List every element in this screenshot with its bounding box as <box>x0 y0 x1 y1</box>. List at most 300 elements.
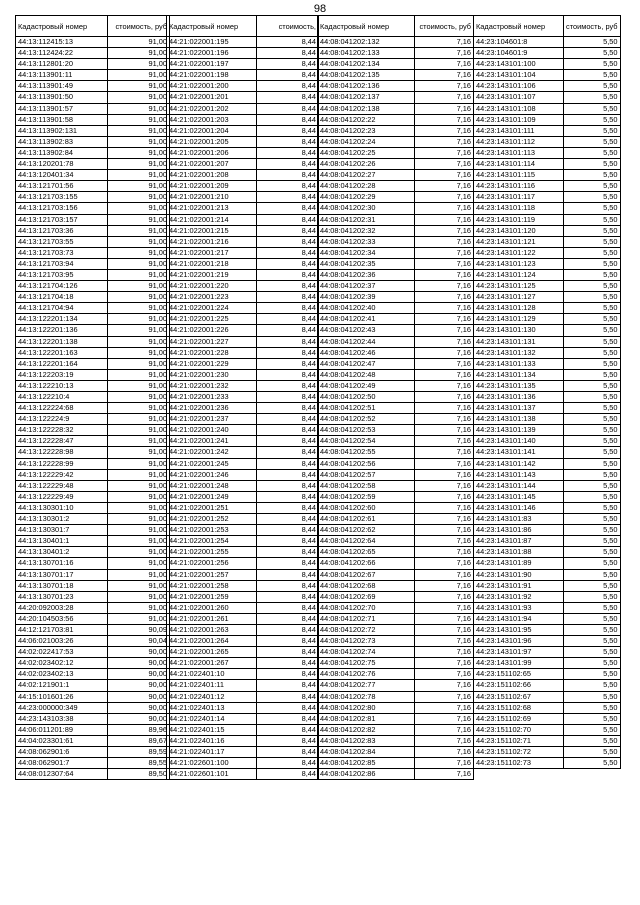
table-row <box>16 613 170 624</box>
cadastral-number-cell: 44:08:062901:6 <box>16 747 108 758</box>
cost-cell: 91,00 <box>108 181 170 192</box>
cadastral-number-cell: 44:23:143101:114 <box>474 159 564 170</box>
table-row <box>167 325 319 336</box>
cadastral-number-cell: 44:21:022001:267 <box>167 658 257 669</box>
cadastral-number-cell: 44:21:022001:204 <box>167 125 257 136</box>
table-row <box>474 547 621 558</box>
cost-cell: 7,16 <box>415 81 474 92</box>
cost-cell: 7,16 <box>415 724 474 735</box>
cost-cell: 7,16 <box>415 735 474 746</box>
cost-cell: 7,16 <box>415 59 474 70</box>
cost-cell: 7,16 <box>415 525 474 536</box>
table-row <box>474 624 621 635</box>
table-row <box>16 691 170 702</box>
table-row <box>474 380 621 391</box>
cost-cell: 91,00 <box>108 469 170 480</box>
table-row <box>318 325 474 336</box>
cadastral-number-cell: 44:21:022001:224 <box>167 303 257 314</box>
cost-cell: 91,00 <box>108 502 170 513</box>
table-row <box>16 258 170 269</box>
header-cadastral-number: Кадастровый номер <box>474 16 564 37</box>
cost-cell: 7,16 <box>415 347 474 358</box>
table-row <box>167 258 319 269</box>
table-row <box>318 103 474 114</box>
table-row <box>16 59 170 70</box>
cost-cell: 7,16 <box>415 358 474 369</box>
table-row <box>167 347 319 358</box>
cadastral-number-cell: 44:23:104601:8 <box>474 37 564 48</box>
cadastral-number-cell: 44:13:122228:32 <box>16 425 108 436</box>
cadastral-number-cell: 44:13:113902:131 <box>16 125 108 136</box>
cost-cell: 8,44 <box>257 392 319 403</box>
cadastral-number-cell: 44:23:143101:119 <box>474 214 564 225</box>
cadastral-number-cell: 44:21:022401:10 <box>167 669 257 680</box>
cost-cell: 7,16 <box>415 380 474 391</box>
table-row <box>474 59 621 70</box>
cost-cell: 8,44 <box>257 680 319 691</box>
cost-cell: 91,00 <box>108 292 170 303</box>
table-row <box>474 569 621 580</box>
cadastral-number-cell: 44:13:122228:99 <box>16 458 108 469</box>
table-row <box>16 491 170 502</box>
table-row <box>474 658 621 669</box>
cadastral-number-cell: 44:06:021003:26 <box>16 636 108 647</box>
cost-cell: 90,00 <box>108 713 170 724</box>
cost-cell: 5,50 <box>564 724 621 735</box>
cadastral-number-cell: 44:23:143101:132 <box>474 347 564 358</box>
table-row <box>474 236 621 247</box>
table-row <box>16 702 170 713</box>
cadastral-number-cell: 44:08:041202:68 <box>318 580 415 591</box>
cost-cell: 91,00 <box>108 281 170 292</box>
cost-cell: 8,44 <box>257 181 319 192</box>
table-row <box>167 469 319 480</box>
table-row <box>474 691 621 702</box>
cadastral-number-cell: 44:08:012307:64 <box>16 769 108 780</box>
table-row <box>167 702 319 713</box>
table-row <box>16 269 170 280</box>
cadastral-number-cell: 44:21:022601:100 <box>167 758 257 769</box>
cost-cell: 8,44 <box>257 37 319 48</box>
cadastral-number-cell: 44:23:143101:86 <box>474 525 564 536</box>
cadastral-number-cell: 44:21:022401:14 <box>167 713 257 724</box>
table-row <box>474 281 621 292</box>
header-cost: стоимость, руб <box>108 16 170 37</box>
table-row <box>167 303 319 314</box>
cost-cell: 5,50 <box>564 613 621 624</box>
cadastral-number-cell: 44:08:041202:26 <box>318 159 415 170</box>
table-row <box>167 203 319 214</box>
table-row <box>474 170 621 181</box>
cadastral-number-cell: 44:23:151102:73 <box>474 758 564 769</box>
cost-cell: 91,00 <box>108 447 170 458</box>
table-row <box>167 525 319 536</box>
cost-cell: 91,00 <box>108 325 170 336</box>
table-row <box>318 769 474 780</box>
header-row <box>474 16 621 37</box>
cost-cell: 90,00 <box>108 691 170 702</box>
cost-cell: 91,00 <box>108 547 170 558</box>
table-row <box>318 680 474 691</box>
cost-cell: 91,00 <box>108 59 170 70</box>
cadastral-number-cell: 44:23:143101:127 <box>474 292 564 303</box>
table-row <box>167 713 319 724</box>
cost-cell: 5,50 <box>564 436 621 447</box>
table-row <box>474 247 621 258</box>
cost-cell: 8,44 <box>257 547 319 558</box>
table-row <box>318 558 474 569</box>
cost-cell: 91,00 <box>108 403 170 414</box>
table-row <box>474 214 621 225</box>
table-row <box>474 225 621 236</box>
table-row <box>16 669 170 680</box>
cadastral-number-cell: 44:21:022001:210 <box>167 192 257 203</box>
cadastral-number-cell: 44:08:041202:49 <box>318 380 415 391</box>
cost-cell: 7,16 <box>415 436 474 447</box>
table-row <box>16 292 170 303</box>
table-row <box>16 347 170 358</box>
cadastral-number-cell: 44:21:022001:226 <box>167 325 257 336</box>
cadastral-number-cell: 44:21:022001:265 <box>167 647 257 658</box>
cadastral-number-cell: 44:08:041202:81 <box>318 713 415 724</box>
table-row <box>167 447 319 458</box>
cadastral-number-cell: 44:23:143101:120 <box>474 225 564 236</box>
cost-cell: 5,50 <box>564 48 621 59</box>
cadastral-number-cell: 44:04:023301:61 <box>16 735 108 746</box>
table-row <box>474 303 621 314</box>
cost-cell: 7,16 <box>415 480 474 491</box>
cost-cell: 7,16 <box>415 680 474 691</box>
table-row <box>474 125 621 136</box>
cadastral-number-cell: 44:08:041202:64 <box>318 536 415 547</box>
table-row <box>16 747 170 758</box>
table-row <box>474 480 621 491</box>
cadastral-number-cell: 44:13:130701:18 <box>16 580 108 591</box>
cadastral-number-cell: 44:21:022001:228 <box>167 347 257 358</box>
header-row <box>167 16 319 37</box>
cadastral-number-cell: 44:23:143101:118 <box>474 203 564 214</box>
cadastral-number-cell: 44:13:122229:48 <box>16 480 108 491</box>
cost-cell: 8,44 <box>257 81 319 92</box>
cost-cell: 5,50 <box>564 392 621 403</box>
cadastral-table-2 <box>166 15 319 780</box>
table-row <box>474 591 621 602</box>
cost-cell: 5,50 <box>564 103 621 114</box>
table-row <box>474 680 621 691</box>
table-row <box>167 269 319 280</box>
cadastral-number-cell: 44:21:022001:225 <box>167 314 257 325</box>
table-row <box>474 159 621 170</box>
table-row <box>16 502 170 513</box>
cost-cell: 7,16 <box>415 303 474 314</box>
cost-cell: 90,09 <box>108 624 170 635</box>
table-row <box>474 92 621 103</box>
cadastral-number-cell: 44:21:022001:205 <box>167 136 257 147</box>
cadastral-number-cell: 44:08:041202:138 <box>318 103 415 114</box>
cost-cell: 8,44 <box>257 724 319 735</box>
cadastral-number-cell: 44:08:041202:34 <box>318 247 415 258</box>
cadastral-number-cell: 44:15:101601:26 <box>16 691 108 702</box>
table-row <box>167 181 319 192</box>
cadastral-number-cell: 44:23:143101:122 <box>474 247 564 258</box>
cadastral-number-cell: 44:21:022601:101 <box>167 769 257 780</box>
table-row <box>318 747 474 758</box>
table-row <box>167 358 319 369</box>
cadastral-number-cell: 44:08:041202:83 <box>318 735 415 746</box>
cadastral-number-cell: 44:13:113902:84 <box>16 147 108 158</box>
table-row <box>167 125 319 136</box>
cadastral-number-cell: 44:08:041202:61 <box>318 514 415 525</box>
cost-cell: 5,50 <box>564 458 621 469</box>
cadastral-number-cell: 44:21:022001:230 <box>167 369 257 380</box>
cost-cell: 5,50 <box>564 81 621 92</box>
table-row <box>474 602 621 613</box>
table-row <box>167 369 319 380</box>
cost-cell: 91,00 <box>108 536 170 547</box>
table-row <box>16 458 170 469</box>
cost-cell: 5,50 <box>564 281 621 292</box>
cadastral-number-cell: 44:08:041202:78 <box>318 691 415 702</box>
table-row <box>167 458 319 469</box>
table-row <box>16 436 170 447</box>
cost-cell: 8,44 <box>257 314 319 325</box>
cadastral-number-cell: 44:23:143101:112 <box>474 136 564 147</box>
cost-cell: 7,16 <box>415 170 474 181</box>
cost-cell: 8,44 <box>257 325 319 336</box>
cost-cell: 8,44 <box>257 281 319 292</box>
table-row <box>474 314 621 325</box>
table-row <box>318 647 474 658</box>
cost-cell: 8,44 <box>257 269 319 280</box>
cadastral-number-cell: 44:23:143101:94 <box>474 613 564 624</box>
cost-cell: 91,00 <box>108 580 170 591</box>
cadastral-number-cell: 44:21:022001:227 <box>167 336 257 347</box>
cost-cell: 91,00 <box>108 491 170 502</box>
table-row <box>318 59 474 70</box>
cadastral-number-cell: 44:21:022001:219 <box>167 269 257 280</box>
table-row <box>167 292 319 303</box>
cost-cell: 7,16 <box>415 403 474 414</box>
cost-cell: 5,50 <box>564 525 621 536</box>
table-row <box>167 225 319 236</box>
cost-cell: 7,16 <box>415 159 474 170</box>
cadastral-number-cell: 44:13:130301:10 <box>16 502 108 513</box>
table-row <box>16 658 170 669</box>
cost-cell: 8,44 <box>257 636 319 647</box>
table-row <box>318 281 474 292</box>
cadastral-number-cell: 44:23:143101:97 <box>474 647 564 658</box>
table-row <box>16 114 170 125</box>
cost-cell: 8,44 <box>257 214 319 225</box>
cadastral-number-cell: 44:21:022401:16 <box>167 735 257 746</box>
cost-cell: 7,16 <box>415 258 474 269</box>
cadastral-number-cell: 44:08:041202:75 <box>318 658 415 669</box>
table-row <box>474 724 621 735</box>
table-row <box>16 525 170 536</box>
cadastral-number-cell: 44:21:022001:253 <box>167 525 257 536</box>
cadastral-number-cell: 44:21:022001:207 <box>167 159 257 170</box>
table-row <box>16 214 170 225</box>
cost-cell: 7,16 <box>415 613 474 624</box>
cadastral-number-cell: 44:21:022001:252 <box>167 514 257 525</box>
cost-cell: 7,16 <box>415 203 474 214</box>
cost-cell: 7,16 <box>415 769 474 780</box>
cadastral-number-cell: 44:21:022001:209 <box>167 181 257 192</box>
table-row <box>318 225 474 236</box>
table-row <box>318 347 474 358</box>
cost-cell: 8,44 <box>257 514 319 525</box>
cadastral-number-cell: 44:23:000000:349 <box>16 702 108 713</box>
cost-cell: 5,50 <box>564 214 621 225</box>
cost-cell: 8,44 <box>257 591 319 602</box>
cost-cell: 91,00 <box>108 613 170 624</box>
cost-cell: 91,00 <box>108 114 170 125</box>
cost-cell: 8,44 <box>257 580 319 591</box>
table-row <box>318 358 474 369</box>
cadastral-number-cell: 44:08:041202:54 <box>318 436 415 447</box>
table-row <box>167 591 319 602</box>
table-row <box>16 569 170 580</box>
table-row <box>167 214 319 225</box>
cadastral-number-cell: 44:23:143101:113 <box>474 147 564 158</box>
table-row <box>318 192 474 203</box>
cadastral-number-cell: 44:08:041202:35 <box>318 258 415 269</box>
table-row <box>318 425 474 436</box>
cost-cell: 5,50 <box>564 547 621 558</box>
cost-cell: 8,44 <box>257 125 319 136</box>
cadastral-number-cell: 44:13:121703:95 <box>16 269 108 280</box>
cost-cell: 8,44 <box>257 613 319 624</box>
table-row <box>167 491 319 502</box>
cost-cell: 7,16 <box>415 491 474 502</box>
table-row <box>16 203 170 214</box>
table-row <box>318 591 474 602</box>
header-cadastral-number: Кадастровый номер <box>16 16 108 37</box>
table-row <box>318 369 474 380</box>
cadastral-number-cell: 44:23:151102:70 <box>474 724 564 735</box>
cadastral-number-cell: 44:12:121703:81 <box>16 624 108 635</box>
header-cadastral-number: Кадастровый номер <box>318 16 415 37</box>
cadastral-number-cell: 44:23:143101:95 <box>474 624 564 635</box>
cadastral-number-cell: 44:13:120201:78 <box>16 159 108 170</box>
cadastral-number-cell: 44:08:041202:31 <box>318 214 415 225</box>
table-row <box>167 536 319 547</box>
cost-cell: 91,00 <box>108 92 170 103</box>
cadastral-number-cell: 44:02:023402:13 <box>16 669 108 680</box>
cost-cell: 5,50 <box>564 536 621 547</box>
cadastral-number-cell: 44:21:022001:203 <box>167 114 257 125</box>
table-row <box>167 281 319 292</box>
cadastral-number-cell: 44:21:022001:259 <box>167 591 257 602</box>
cost-cell: 8,44 <box>257 624 319 635</box>
cadastral-number-cell: 44:13:122229:42 <box>16 469 108 480</box>
cadastral-number-cell: 44:21:022401:15 <box>167 724 257 735</box>
cadastral-number-cell: 44:23:143101:109 <box>474 114 564 125</box>
cadastral-number-cell: 44:21:022001:202 <box>167 103 257 114</box>
cost-cell: 5,50 <box>564 336 621 347</box>
cadastral-number-cell: 44:21:022001:236 <box>167 403 257 414</box>
table-row <box>318 314 474 325</box>
table-row <box>318 613 474 624</box>
cost-cell: 91,00 <box>108 192 170 203</box>
cadastral-number-cell: 44:08:041202:55 <box>318 447 415 458</box>
cadastral-number-cell: 44:13:121704:18 <box>16 292 108 303</box>
table-row <box>474 702 621 713</box>
cost-cell: 8,44 <box>257 203 319 214</box>
cost-cell: 7,16 <box>415 314 474 325</box>
table-row <box>167 514 319 525</box>
cadastral-number-cell: 44:23:151102:65 <box>474 669 564 680</box>
cadastral-number-cell: 44:21:022001:201 <box>167 92 257 103</box>
table-row <box>167 569 319 580</box>
cost-cell: 91,00 <box>108 525 170 536</box>
cost-cell: 5,50 <box>564 580 621 591</box>
cost-cell: 7,16 <box>415 747 474 758</box>
cost-cell: 91,00 <box>108 591 170 602</box>
cadastral-number-cell: 44:21:022001:242 <box>167 447 257 458</box>
cadastral-number-cell: 44:08:041202:46 <box>318 347 415 358</box>
cost-cell: 8,44 <box>257 70 319 81</box>
cost-cell: 5,50 <box>564 292 621 303</box>
table-row <box>474 558 621 569</box>
cadastral-number-cell: 44:21:022401:12 <box>167 691 257 702</box>
cadastral-number-cell: 44:23:143101:117 <box>474 192 564 203</box>
table-row <box>16 469 170 480</box>
table-row <box>474 447 621 458</box>
cost-cell: 7,16 <box>415 713 474 724</box>
cadastral-number-cell: 44:08:041202:24 <box>318 136 415 147</box>
cost-cell: 5,50 <box>564 491 621 502</box>
cost-cell: 7,16 <box>415 569 474 580</box>
cost-cell: 7,16 <box>415 214 474 225</box>
cost-cell: 8,44 <box>257 480 319 491</box>
cost-cell: 5,50 <box>564 147 621 158</box>
table-row <box>318 48 474 59</box>
cost-cell: 91,00 <box>108 569 170 580</box>
table-row <box>16 403 170 414</box>
cost-cell: 5,50 <box>564 70 621 81</box>
cost-cell: 8,44 <box>257 702 319 713</box>
cadastral-number-cell: 44:20:092003:28 <box>16 602 108 613</box>
table-row <box>167 37 319 48</box>
cadastral-number-cell: 44:13:121704:94 <box>16 303 108 314</box>
table-row <box>474 48 621 59</box>
table-row <box>474 403 621 414</box>
cost-cell: 5,50 <box>564 713 621 724</box>
table-row <box>474 81 621 92</box>
table-row <box>318 514 474 525</box>
table-row <box>16 647 170 658</box>
table-row <box>167 502 319 513</box>
table-row <box>16 758 170 769</box>
cost-cell: 7,16 <box>415 425 474 436</box>
cadastral-number-cell: 44:21:022001:229 <box>167 358 257 369</box>
cost-cell: 7,16 <box>415 70 474 81</box>
table-row <box>16 414 170 425</box>
table-row <box>167 70 319 81</box>
cost-cell: 7,16 <box>415 247 474 258</box>
cadastral-number-cell: 44:13:112424:22 <box>16 48 108 59</box>
table-row <box>16 680 170 691</box>
cost-cell: 8,44 <box>257 380 319 391</box>
cadastral-number-cell: 44:23:143101:141 <box>474 447 564 458</box>
table-row <box>16 92 170 103</box>
cost-cell: 7,16 <box>415 636 474 647</box>
cost-cell: 8,44 <box>257 136 319 147</box>
table-row <box>167 247 319 258</box>
table-row <box>318 436 474 447</box>
cadastral-number-cell: 44:23:143101:145 <box>474 491 564 502</box>
